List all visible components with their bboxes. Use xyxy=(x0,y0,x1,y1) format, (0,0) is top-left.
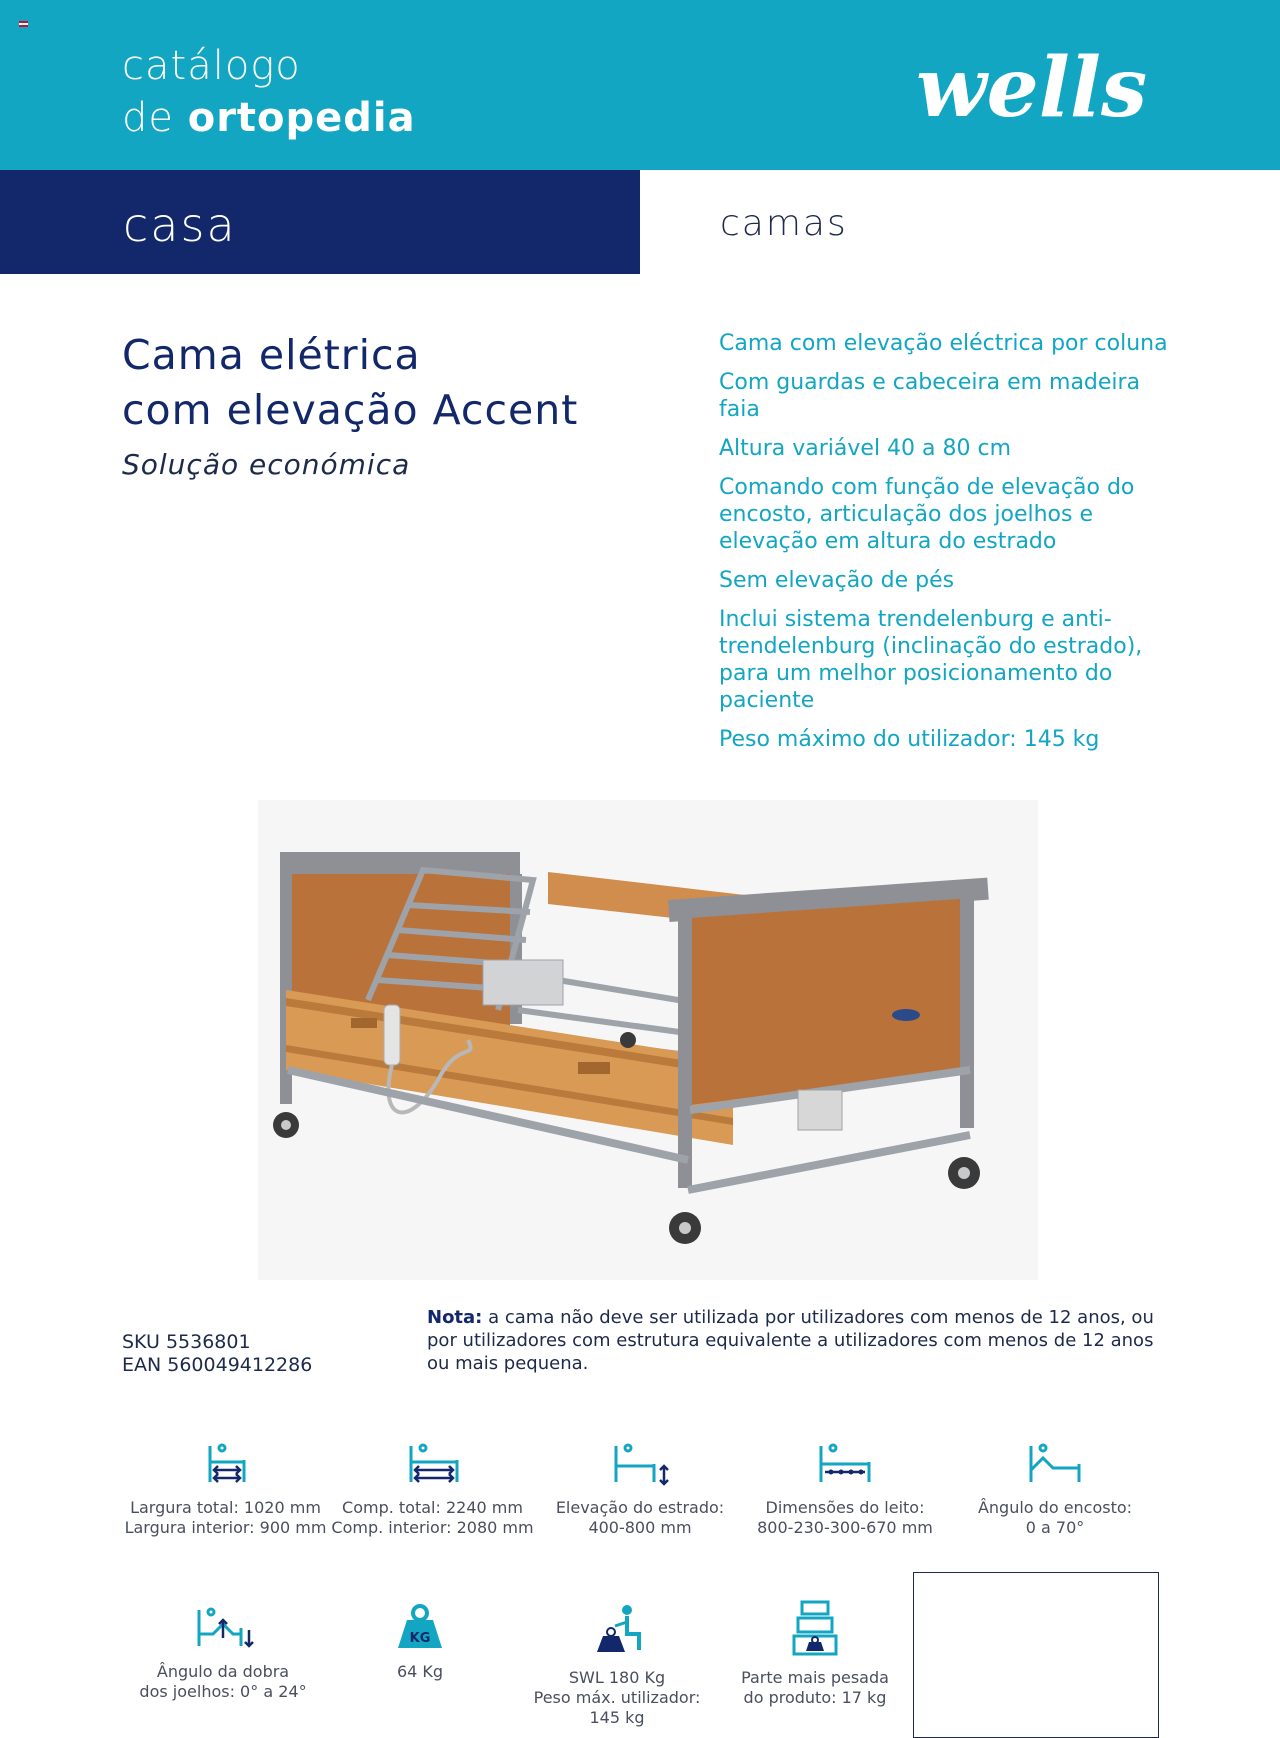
spec-line: Peso máx. utilizador: xyxy=(533,1688,701,1707)
flag-icon xyxy=(19,21,28,27)
catalog-line2-bold: ortopedia xyxy=(187,95,416,141)
header-bar xyxy=(0,0,1280,170)
heaviest-part-icon xyxy=(790,1600,840,1656)
weight-icon xyxy=(395,1604,445,1650)
spec-line: Ângulo do encosto: xyxy=(977,1498,1133,1517)
spec-line: Parte mais pesada xyxy=(741,1668,889,1687)
product-identifiers xyxy=(122,1331,312,1377)
product-image xyxy=(258,800,1038,1280)
weight-badge-text: KG xyxy=(409,1631,431,1646)
bed-length-icon xyxy=(403,1440,463,1486)
user-weight-icon xyxy=(589,1604,645,1656)
catalog-title xyxy=(122,40,416,144)
spec-line: Ângulo da dobra xyxy=(156,1662,290,1681)
spec-line: dos joelhos: 0° a 24° xyxy=(139,1682,307,1701)
product-subtitle: Solução económica xyxy=(122,448,411,481)
product-title-line2: com elevação Accent xyxy=(122,386,579,434)
spec-backrest xyxy=(950,1440,1160,1538)
spec-sections xyxy=(745,1440,945,1538)
spec-weight xyxy=(330,1604,510,1682)
spec-line: Comp. total: 2240 mm xyxy=(342,1498,523,1517)
spec-line: 800-230-300-670 mm xyxy=(757,1518,933,1537)
spec-width xyxy=(118,1440,333,1538)
spec-heaviest-part xyxy=(720,1600,910,1708)
section-bar xyxy=(0,170,640,274)
spec-line: 400-800 mm xyxy=(588,1518,692,1537)
brand-logo xyxy=(912,40,1172,136)
spec-knee xyxy=(118,1604,328,1702)
feature-item: Comando com função de elevação do encosto, articulação dos joelhos e elevação em altura do estrado xyxy=(719,475,1135,554)
feature-item: Altura variável 40 a 80 cm xyxy=(719,436,1012,461)
bed-height-icon xyxy=(608,1440,672,1486)
feature-item: Cama com elevação eléctrica por coluna xyxy=(719,331,1168,356)
product-title-line1: Cama elétrica xyxy=(122,331,421,379)
empty-frame xyxy=(913,1572,1159,1738)
feature-item: Com guardas e cabeceira em madeira faia xyxy=(719,370,1141,422)
spec-line: Dimensões do leito: xyxy=(765,1498,925,1517)
knee-angle-icon xyxy=(191,1604,255,1650)
catalog-line2-prefix: de xyxy=(122,95,174,141)
sku: SKU 5536801 xyxy=(122,1331,251,1353)
spec-line: 64 Kg xyxy=(396,1662,444,1681)
feature-item: Sem elevação de pés xyxy=(719,568,955,593)
feature-item: Inclui sistema trendelenburg e anti-trendelenburg (inclinação do estrado), para um melhor posicionamento do paciente xyxy=(719,607,1143,713)
product-title xyxy=(122,328,578,438)
spec-line: Largura interior: 900 mm xyxy=(124,1518,327,1537)
section-camas: camas xyxy=(720,203,848,244)
note xyxy=(427,1306,1167,1375)
spec-line: Largura total: 1020 mm xyxy=(130,1498,321,1517)
note-text: a cama não deve ser utilizada por utilizadores com menos de 12 anos, ou por utilizadores com estrutura equivalente a utilizadores com menos de 12 anos ou mais pequena. xyxy=(427,1307,1154,1374)
ean: EAN 560049412286 xyxy=(122,1354,313,1376)
backrest-angle-icon xyxy=(1025,1440,1085,1486)
bed-width-icon xyxy=(198,1440,254,1486)
spec-length xyxy=(330,1440,535,1538)
spec-user-weight xyxy=(517,1604,717,1728)
note-label: Nota: xyxy=(427,1307,483,1328)
catalog-line1: catálogo xyxy=(122,43,301,89)
section-casa: casa xyxy=(123,198,237,252)
bed-sections-icon xyxy=(815,1440,875,1486)
spec-line: SWL 180 Kg xyxy=(568,1668,666,1687)
brand-logo-text: wells xyxy=(916,40,1148,136)
feature-item: Peso máximo do utilizador: 145 kg xyxy=(719,727,1100,752)
spec-line: Comp. interior: 2080 mm xyxy=(331,1518,534,1537)
spec-line: Elevação do estrado: xyxy=(555,1498,725,1517)
spec-height xyxy=(540,1440,740,1538)
spec-line: 0 a 70° xyxy=(1025,1518,1085,1537)
spec-line: do produto: 17 kg xyxy=(743,1688,887,1707)
feature-list xyxy=(719,330,1169,765)
spec-line: 145 kg xyxy=(589,1708,645,1727)
